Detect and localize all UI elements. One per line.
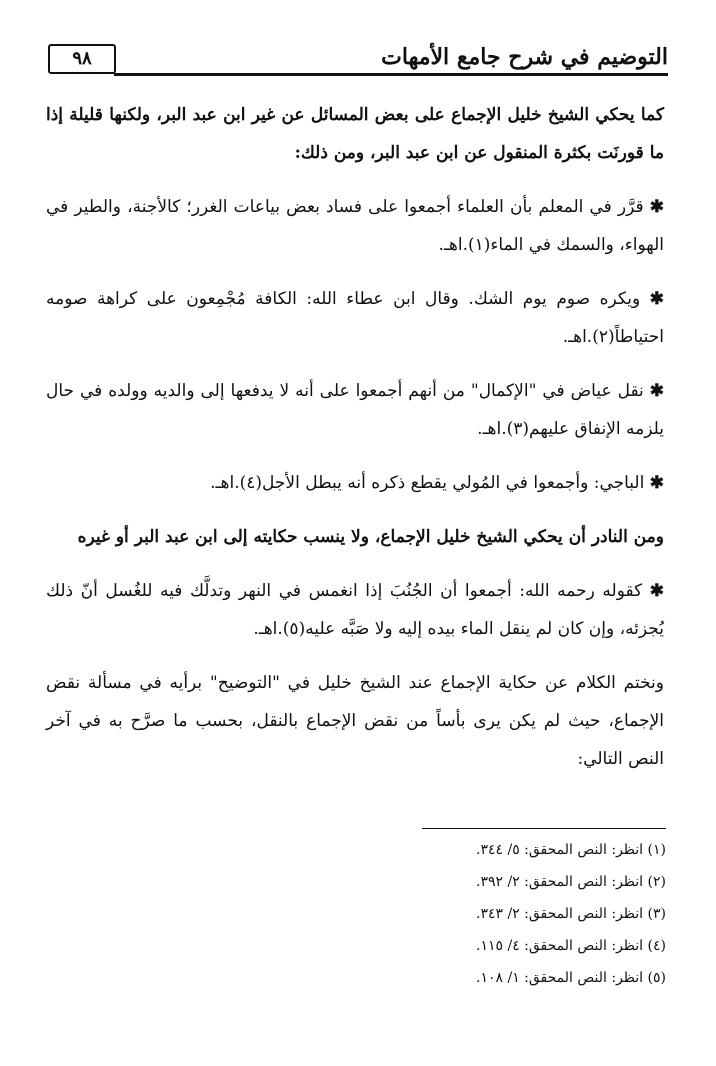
asterisk-icon: ✱ — [649, 289, 664, 309]
header-rule — [114, 73, 668, 76]
asterisk-icon: ✱ — [649, 197, 664, 217]
bullet-paragraph — [46, 464, 664, 502]
running-title: التوضيم في شرح جامع الأمهات — [381, 44, 668, 70]
paragraph-text: ويكره صوم يوم الشك. وقال ابن عطاء الله: الكافة مُجْمِعون على كراهة صومه احتياطاً(٢).اهـ. — [46, 289, 664, 347]
paragraph-text: ومن النادر أن يحكي الشيخ خليل الإجماع، ولا ينسب حكايته إلى ابن عبد البر أو غيره — [77, 527, 664, 547]
bullet-paragraph — [46, 372, 664, 448]
paragraph-text: الباجي: وأجمعوا في المُولي يقطع ذكره أنه يبطل الأجل(٤).اهـ. — [210, 473, 645, 493]
paragraph-closing — [46, 664, 664, 778]
footnote-1: (١) انظر: النص المحقق: ٥/ ٣٤٤. — [476, 842, 666, 858]
bullet-paragraph — [46, 572, 664, 648]
paragraph-rare — [46, 518, 664, 556]
footnote-3: (٣) انظر: النص المحقق: ٢/ ٣٤٣. — [476, 906, 666, 922]
body-text — [46, 96, 664, 794]
asterisk-icon: ✱ — [649, 581, 664, 601]
paragraph-text: قرَّر في المعلم بأن العلماء أجمعوا على فساد بعض بياعات الغرر؛ كالأجنة، والطير في الهواء، والسمك في الماء(١).اهـ. — [46, 197, 664, 255]
asterisk-icon: ✱ — [649, 473, 664, 493]
footnote-5: (٥) انظر: النص المحقق: ١/ ١٠٨. — [476, 970, 666, 986]
bullet-paragraph — [46, 280, 664, 356]
page-header — [48, 42, 668, 76]
footnote-4: (٤) انظر: النص المحقق: ٤/ ١١٥. — [476, 938, 666, 954]
paragraph-text: كقوله رحمه الله: أجمعوا أن الجُنُبَ إذا انغمس في النهر وتدلَّك فيه للغُسل أنّ ذلك يُجزئه، وإن كان لم ينقل الماء بيده إليه ولا صَبَّه عليه(٥).اهـ. — [46, 581, 664, 639]
asterisk-icon: ✱ — [649, 381, 664, 401]
page-number: ٩٨ — [48, 44, 116, 74]
footnote-rule — [422, 828, 666, 829]
bullet-paragraph — [46, 188, 664, 264]
paragraph-text: كما يحكي الشيخ خليل الإجماع على بعض المسائل عن غير ابن عبد البر، ولكنها قليلة إذا ما قورنَت بكثرة المنقول عن ابن عبد البر، ومن ذلك: — [46, 105, 664, 163]
paragraph-text: ونختم الكلام عن حكاية الإجماع عند الشيخ خليل في "التوضيح" برأيه في مسألة نقض الإجماع، حيث لم يكن يرى بأساً من نقض الإجماع بالنقل، بحسب ما صرَّح به في آخر النص التالي: — [46, 673, 664, 769]
paragraph-intro — [46, 96, 664, 172]
footnote-2: (٢) انظر: النص المحقق: ٢/ ٣٩٢. — [476, 874, 666, 890]
paragraph-text: نقل عياض في "الإكمال" من أنهم أجمعوا على أنه لا يدفعها إلى والديه وولده في حال يلزمه الإنفاق عليهم(٣).اهـ. — [46, 381, 664, 439]
